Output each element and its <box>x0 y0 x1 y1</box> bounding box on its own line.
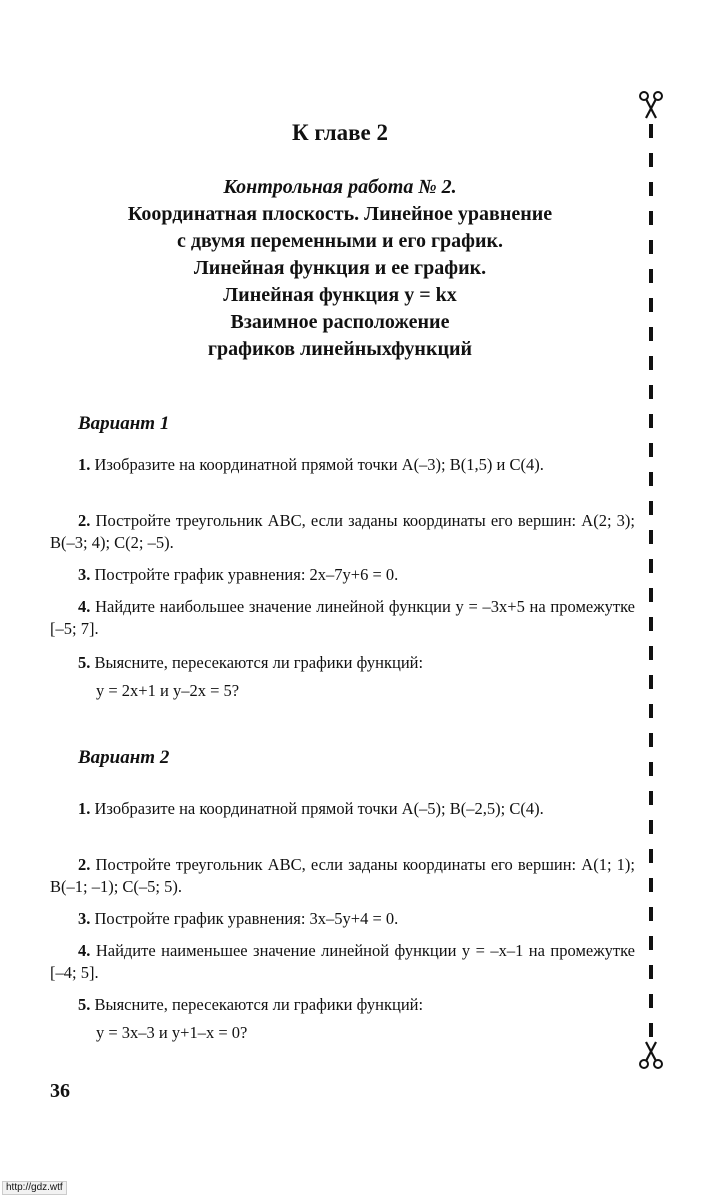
test-title <box>40 174 640 363</box>
task-number: 2. <box>78 511 91 530</box>
cut-line-dash <box>649 878 653 892</box>
cut-line-dash <box>649 733 653 747</box>
cut-line-dash <box>649 820 653 834</box>
variant-1-task-2 <box>50 510 635 554</box>
test-number: Контрольная работа № 2. <box>223 176 457 198</box>
cut-line-dash <box>649 153 653 167</box>
variant-2-task-4 <box>50 940 635 984</box>
variant-1-task-1 <box>50 454 635 476</box>
cut-line-dash <box>649 356 653 370</box>
task-text: Найдите наименьшее значение линейной функции y = –x–1 на промежутке [–4; 5]. <box>50 941 635 982</box>
cut-line-dash <box>649 269 653 283</box>
variant-2-task-2 <box>50 854 635 898</box>
cut-line-dash <box>649 124 653 138</box>
cut-line-dash <box>649 1023 653 1037</box>
cut-line-dash <box>649 791 653 805</box>
task-text: Выясните, пересекаются ли графики функций: <box>94 995 424 1014</box>
cut-line-dash <box>649 385 653 399</box>
task-text: Постройте треугольник ABC, если заданы координаты его вершин: A(2; 3); B(–3; 4); C(2; –5). <box>50 511 636 552</box>
task-number: 1. <box>78 799 91 818</box>
cut-line-dash <box>649 762 653 776</box>
cut-line-dash <box>649 298 653 312</box>
task-text: Изобразите на координатной прямой точки A(–5); B(–2,5); C(4). <box>94 799 544 818</box>
cut-line-dash <box>649 559 653 573</box>
cut-line-dash <box>649 414 653 428</box>
cut-line-dash <box>649 588 653 602</box>
task-number: 1. <box>78 455 91 474</box>
task-text: Выясните, пересекаются ли графики функций: <box>94 653 424 672</box>
variant-1-task-5 <box>50 652 635 702</box>
test-title-line: Линейная функция и ее график. <box>193 257 487 279</box>
test-title-line: с двумя переменными и его график. <box>176 230 504 252</box>
variant-1-task-4 <box>50 596 635 640</box>
cut-line-dash <box>649 704 653 718</box>
cut-line-dash <box>649 501 653 515</box>
variant-2-heading: Вариант 2 <box>78 747 170 768</box>
task-number: 3. <box>78 565 91 584</box>
task-formula: y = 2x+1 и y–2x = 5? <box>96 681 240 700</box>
task-text: Постройте график уравнения: 3x–5y+4 = 0. <box>94 909 399 928</box>
variant-2-task-3 <box>50 908 635 930</box>
cut-line-dash <box>649 443 653 457</box>
task-number: 5. <box>78 653 91 672</box>
task-number: 5. <box>78 995 91 1014</box>
cut-line-dash <box>649 240 653 254</box>
cut-line-dash <box>649 211 653 225</box>
test-title-line: Линейная функция y = kx <box>223 284 457 306</box>
cut-line-dash <box>649 327 653 341</box>
cut-line-dash <box>649 936 653 950</box>
task-number: 4. <box>78 597 91 616</box>
variant-2-task-1 <box>50 798 635 820</box>
cut-line-dash <box>649 646 653 660</box>
variant-1-heading: Вариант 1 <box>78 413 170 434</box>
cut-line-dash <box>649 472 653 486</box>
task-text: Найдите наибольшее значение линейной функции y = –3x+5 на промежутке [–5; 7]. <box>50 597 635 638</box>
task-text: Постройте треугольник ABC, если заданы координаты его вершин: A(1; 1); B(–1; –1); C(–5; 5). <box>50 855 636 896</box>
variant-1-task-3 <box>50 564 635 586</box>
dashed-cut-line <box>636 90 666 1080</box>
task-number: 2. <box>78 855 91 874</box>
task-text: Изобразите на координатной прямой точки A(–3); B(1,5) и C(4). <box>94 455 544 474</box>
test-title-line: Координатная плоскость. Линейное уравнение <box>127 203 553 225</box>
task-number: 3. <box>78 909 91 928</box>
cut-line-dash <box>649 907 653 921</box>
cut-line-dash <box>649 965 653 979</box>
variant-2-task-5 <box>50 994 635 1044</box>
test-title-line: Взаимное расположение <box>230 311 450 333</box>
test-title-line: графиков линейныхфункций <box>207 338 473 360</box>
cut-line-dash <box>649 530 653 544</box>
cut-line-dash <box>649 994 653 1008</box>
page-number: 36 <box>50 1080 70 1102</box>
task-formula: y = 3x–3 и y+1–x = 0? <box>96 1023 248 1042</box>
scissors-icon <box>636 90 666 120</box>
task-text: Постройте график уравнения: 2x–7y+6 = 0. <box>94 565 399 584</box>
task-number: 4. <box>78 941 91 960</box>
cut-line-dash <box>649 675 653 689</box>
cut-line-dash <box>649 182 653 196</box>
watermark-link[interactable]: http://gdz.wtf <box>2 1181 67 1195</box>
chapter-heading: К главе 2 <box>292 120 388 145</box>
cut-line-dash <box>649 849 653 863</box>
cut-line-dash <box>649 617 653 631</box>
scissors-icon <box>636 1040 666 1070</box>
